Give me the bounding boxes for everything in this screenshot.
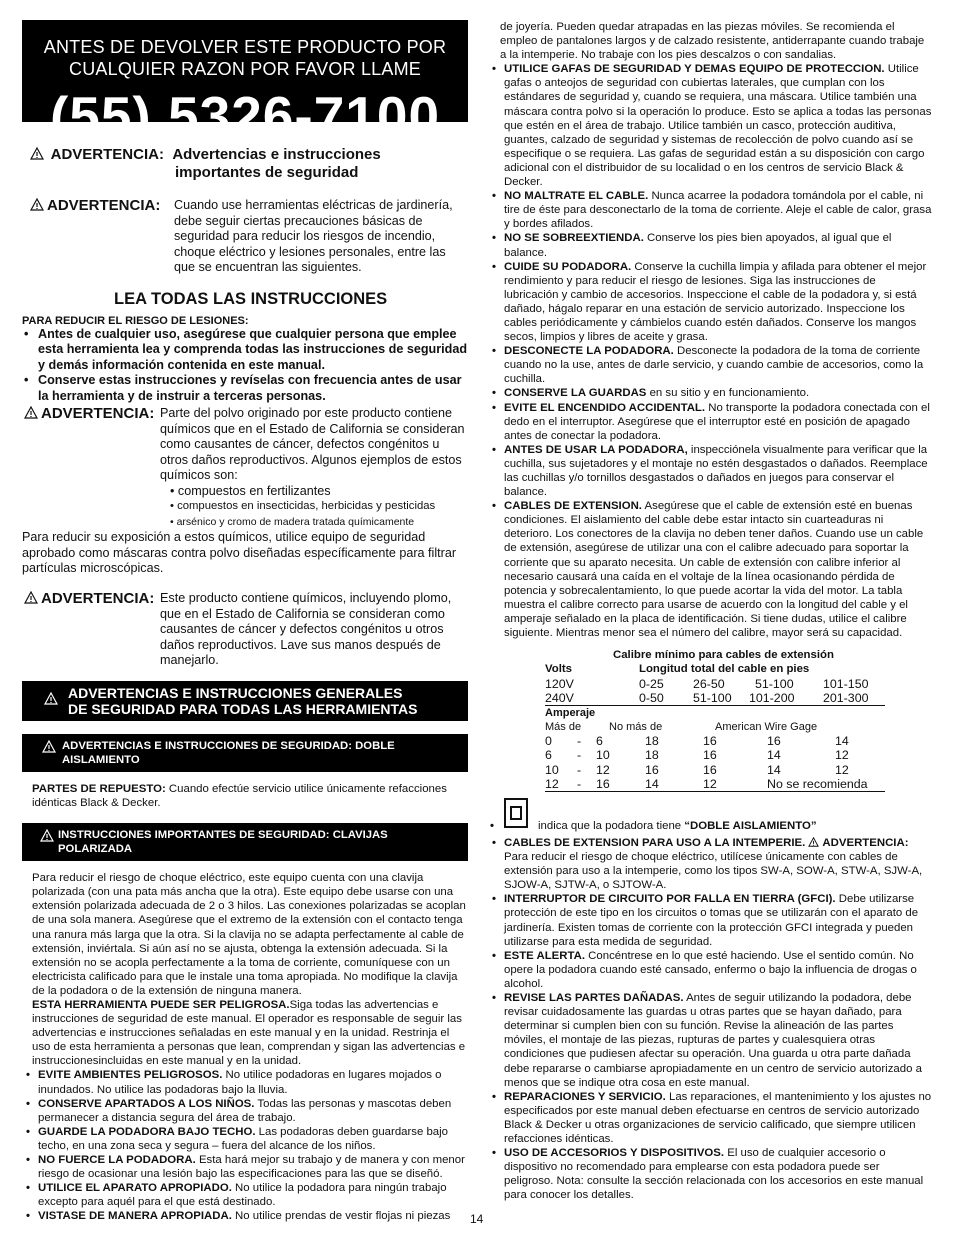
table-row: 6 - 10 18 16 14 12 <box>545 748 849 763</box>
reduce-risk-list <box>22 327 468 404</box>
table-row: 0 - 6 18 16 16 14 <box>545 734 849 749</box>
amperage-subheader-row: Más de No más de American Wire Gage <box>545 721 818 734</box>
warning-header <box>22 146 468 182</box>
list-item: • EVITE AMBIENTES PELIGROSOS. No utilice podadoras en lugares mojados o inundados. No utilice las podadoras bajo la lluvia. <box>38 1068 468 1096</box>
table-row: 240V 0-50 51-100 101-200 201-300 <box>545 691 885 706</box>
list-item: • ANTES DE USAR LA PODADORA, inspecciónela visualmente para verificar que la cuchilla, sus sujetadores y el montaje no estén desgastados o dañados. Reemplace las cuchillas y/o tornillos desgastados o dañados en juegos para conservar el balance. <box>504 443 932 499</box>
warning-3-text: Este producto contiene químicos, incluyendo plomo, que en el Estado de California se consideran como causantes de cáncer y defectos congénitos u otros daños reproductivos. Lave sus manos después de manejarlo. <box>160 590 452 668</box>
list-item: • CABLES DE EXTENSION PARA USO A LA INTEMPERIE. ADVERTENCIA: Para reducir el riesgo de choque eléctrico, utilícese únicamente con cables de extensión para uso a la intemperie, como los tipos SW-A, SOW-A, STW-A, SJW-A, SJOW-A, SJTW-A, o SJTOW-A. <box>504 836 932 892</box>
table-row: 10 - 12 16 16 14 12 <box>545 762 849 777</box>
list-item: • compuestos en fertilizantes <box>170 484 468 499</box>
polarized-plug-bar <box>22 823 468 861</box>
list-item: • CONSERVE APARTADOS A LOS NIÑOS. Todas las personas y mascotas deben permanecer a distancia segura del área de trabajo. <box>38 1097 468 1125</box>
chemicals-list <box>170 484 468 530</box>
list-item: • USO DE ACCESORIOS Y DISPOSITIVOS. El uso de cualquier accesorio o dispositivo no recomendado para emplearse con esta podadora puede ser peligroso. Nota: consulte la sección relacionada con los accesorios en este manual para conocer los detalles. <box>504 1146 932 1202</box>
list-item: • REVISE LAS PARTES DAÑADAS. Antes de seguir utilizando la podadora, debe revisar cuidadosamente las guardas u otras partes que se hayan dañado, para determinar si cumplen bien con su función. Revise la alineación de las partes móviles, el montaje de las piezas, rupturas de partes y cualesquiera otras condiciones que pudiesen afectar su operación. Una guarda u otra parte dañada debe repararse o cambiarse apropiadamente en un centro de servicio autorizado a menos que se indique otra cosa en este manual. <box>504 991 932 1090</box>
warning-1-text: Cuando use herramientas eléctricas de jardinería, debe seguir ciertas precauciones básicas de seguridad para reducir los riesgos de incendio, choque eléctrico y lesiones personales, entre las que se encuentran las siguientes. <box>174 198 453 275</box>
warning-triangle-icon <box>40 829 54 842</box>
general-bar-line-1: ADVERTENCIAS E INSTRUCCIONES GENERALES <box>68 684 403 701</box>
warning-triangle-icon <box>44 692 58 705</box>
list-item: • arsénico y cromo de madera tratada químicamente <box>170 515 468 530</box>
reduce-exposure-text: Para reducir su exposición a estos químicos, utilice equipo de seguridad aprobado como máscaras contra polvo diseñadas específicamente para filtrar partículas microscópicas. <box>22 530 457 576</box>
read-all-heading: LEA TODAS LAS INSTRUCCIONES <box>114 289 388 308</box>
table-row: 120V 0-25 26-50 51-100 101-150 <box>545 676 869 691</box>
phone-number: (55) 5326-7100 <box>49 85 441 147</box>
list-item: • compuestos en insecticidas, herbicidas y pesticidas <box>170 499 468 514</box>
amperage-header: Amperaje <box>545 706 596 719</box>
length-header: Longitud total del cable en pies <box>639 663 810 676</box>
list-item: • CABLES DE EXTENSION. Asegúrese que el cable de extensión esté en buenas condiciones. El aislamiento del cable debe estar intacto sin cuarteaduras ni deterioro. Los conectores de la clavija no deben tener daños. Cuando use un cable de extensión, asegúrese de utilizar una con el calibre adecuado para soportar la corriente que su aparato necesita. Un cable de extensión con calibre inferior al necesario causará una caída en el voltaje de la línea ocasionando pérdida de potencia y sobrecalentamiento, lo que puede acortar la vida del motor. La tabla muestra el calibre correcto para usarse de acuerdo con la longitud del cable y el amperaje señalado en la placa de identificación. Si tiene dudas, utilice el calibre siguiente. Mientras menor sea el número del calibre, mayor será su capacidad. <box>504 499 932 640</box>
list-item: • Conserve estas instrucciones y revíselas con frecuencia antes de usar la herramienta y de instruir a terceras personas. <box>38 373 468 404</box>
double-insulation-note: • indica que la podadora tiene “DOBLE AISLAMIENTO” <box>488 798 932 836</box>
polarized-bar-text: INSTRUCCIONES IMPORTANTES DE SEGURIDAD: CLAVIJAS POLARIZADA <box>58 829 388 856</box>
polarized-text: Para reducir el riesgo de choque eléctrico, este equipo cuenta con una clavija polarizada (con una pata más ancha que la otra). Este equipo debe usarse con una extensión polarizada adecuada de 2 o 3 hilos. Las conexiones polarizadas se acoplan de una sola manera. Asegúrese que el extremo de la extensión con el contacto tenga una ranura más larga que la otra. Si la clavija no se adapta perfectamente al cable de extensión, inviértala. Si aún así no se ajusta, obtenga la extensión adecuada. Si la extensión no se acopla perfectamente a la toma de corriente, comuníquese con un electricista calificado para que le instale una toma apropiada. No modifique la clavija de la podadora o de la extensión de ninguna manera. <box>32 872 466 997</box>
list-item: • UTILICE GAFAS DE SEGURIDAD Y DEMAS EQUIPO DE PROTECCION. Utilice gafas o anteojos de seguridad con cubiertas laterales, que cumplan con los estándares de seguridad y, cuando se requiera, una máscara. Utilice también una máscara contra polvo si la operación lo produce. Esto se aplica a todas las personas que estén en el área de trabajo. Utilice también un casco, protección auditiva, guantes, calzado de seguridad y sistemas de recolección de polvo cuando así se especifique o se requiera. Las gafas de seguridad están a su disposición con cargo adicional con el distribuidor de su localidad o en los centros de servicio Black & Decker. <box>504 62 932 189</box>
left-column <box>22 20 468 1223</box>
warning-triangle-icon <box>808 837 819 847</box>
banner-line-2: CUALQUIER RAZON POR FAVOR LLAME <box>69 59 421 79</box>
warning-2-label: ADVERTENCIA: <box>24 406 154 422</box>
left-safety-list <box>22 1068 468 1223</box>
list-item: • INTERRUPTOR DE CIRCUITO POR FALLA EN TIERRA (GFCI). Debe utilizarse protección de este tipo en los circuitos o tomas que se utilizarán con el aparato de jardinería. Existen tomas de corriente con la protección GFCI integrada y pueden utilizarse para esta medida de seguridad. <box>504 892 932 948</box>
warning-triangle-icon <box>30 198 44 211</box>
double-insulation-text: indica que la podadora tiene “DOBLE AISLAMIENTO” <box>538 820 817 832</box>
warning-triangle-icon <box>42 740 56 753</box>
table-row: 12 - 16 14 12 No se recomienda <box>545 777 885 792</box>
volts-header: Volts <box>545 663 573 676</box>
continuation-text: de joyería. Pueden quedar atrapadas en las piezas móviles. Se recomienda el empleo de pantalones largos y de calzado resistente, antiderrapante cuando trabaje a la intemperie. No trabaje con los pies descalzos o con sandalias. <box>500 21 925 62</box>
list-item: • CUIDE SU PODADORA. Conserve la cuchilla limpia y afilada para obtener el mejor rendimiento y para reducir el riesgo de lesiones. Siga las instrucciones de lubricación y cambio de accesorios. Inspeccione el cable de la podadora y, si está dañado, hágalo reparar en una estación de servicio autorizado. Inspeccione los cables periódicamente y cámbielos cuando estén dañados. Conserve los mangos secos, limpios y libres de aceite y grasa. <box>504 260 932 345</box>
list-item: • UTILICE EL APARATO APROPIADO. No utilice la podadora para ningún trabajo excepto para aquél para el que está destinado. <box>38 1181 468 1209</box>
list-item: • EVITE EL ENCENDIDO ACCIDENTAL. No transporte la podadora conectada con el dedo en el interruptor. Asegúrese que el interruptor esté en posición de apagado antes de conectar la podadora. <box>504 401 932 443</box>
return-banner <box>22 20 468 147</box>
list-item: • GUARDE LA PODADORA BAJO TECHO. Las podadoras deben guardarse bajo techo, en una zona seca y segura – fuera del alcance de los niños. <box>38 1125 468 1153</box>
list-item: • VISTASE DE MANERA APROPIADA. No utilice prendas de vestir flojas ni piezas <box>38 1209 468 1223</box>
list-item: • CONSERVE LA GUARDAS en su sitio y en funcionamiento. <box>504 386 932 400</box>
warning-header-title-2: importantes de seguridad <box>175 164 359 181</box>
banner-line-1: ANTES DE DEVOLVER ESTE PRODUCTO POR <box>43 37 447 57</box>
warning-header-title-1: Advertencias e instrucciones <box>172 146 381 163</box>
double-insulation-icon <box>504 798 528 828</box>
warning-triangle-icon <box>24 591 38 604</box>
list-item: • NO SE SOBREEXTIENDA. Conserve los pies bien apoyados, al igual que el balance. <box>504 231 932 259</box>
list-item: • NO FUERCE LA PODADORA. Esta hará mejor su trabajo y de manera y con menor riesgo de ocasionar una lesión bajo las especificaciones para las que se diseñó. <box>38 1153 468 1181</box>
right-column <box>488 20 932 1202</box>
warning-triangle-icon <box>30 147 44 160</box>
amperage-header-row <box>545 706 885 720</box>
table-header-row <box>545 662 885 676</box>
warning-block-1 <box>22 198 468 276</box>
warning-2-text: Parte del polvo originado por este producto contiene químicos que en el Estado de California se consideran como causantes de cáncer, defectos congénitos u otros daños reproductivos. Algunos ejemplos de estos químicos son: <box>160 406 465 483</box>
extension-cord-table <box>545 648 885 792</box>
warning-triangle-icon <box>24 406 38 419</box>
warning-header-label: ADVERTENCIA: <box>50 146 164 163</box>
table-title-row <box>545 648 885 662</box>
general-safety-bar <box>22 681 468 721</box>
list-item: • NO MALTRATE EL CABLE. Nunca acarree la podadora tomándola por el cable, ni tire de éste para desconectarlo de la toma de corriente. Aleje el cable de calor, grasa y bordes afilados. <box>504 189 932 231</box>
warning-block-3 <box>22 591 468 669</box>
general-bar-line-2: DE SEGURIDAD PARA TODAS LAS HERRAMIENTAS <box>68 700 418 717</box>
list-item: • DESCONECTE LA PODADORA. Desconecte la podadora de la toma de corriente cuando no la use, antes de darle servicio, y cuando cambie de accesorios, como la cuchilla. <box>504 344 932 386</box>
spare-parts-text: PARTES DE REPUESTO: Cuando efectúe servicio utilice únicamente refacciones idénticas Black & Decker. <box>32 782 447 810</box>
dangerous-tool-text: ESTA HERRAMIENTA PUEDE SER PELIGROSA.Siga todas las advertencias e instrucciones de seguridad de este manual. El operador es responsable de seguir las advertencias e instrucciones señaladas en este manual y en la unidad. Restrinja el uso de esta herramienta a personas que lean, comprendan y sigan las advertencias e instruccionesincluidas en este manual y en la unidad. <box>32 998 466 1068</box>
list-item: • ESTE ALERTA. Concéntrese en lo que esté haciendo. Use el sentido común. No opere la podadora cuando esté cansado, enfermo o bajo la influencia de drogas o alcohol. <box>504 949 932 991</box>
double-insulation-bar-text: ADVERTENCIAS E INSTRUCCIONES DE SEGURIDAD: DOBLE AISLAMIENTO <box>62 739 395 766</box>
warning-3-label: ADVERTENCIA: <box>24 591 154 607</box>
reduce-risk-heading: PARA REDUCIR EL RIESGO DE LESIONES: <box>22 314 249 327</box>
page-number: 14 <box>470 1212 484 1226</box>
list-item: • Antes de cualquier uso, asegúrese que cualquier persona que emplee esta herramienta lea y comprenda todas las instrucciones de seguridad y demás información contenida en este manual. <box>38 327 468 373</box>
warning-block-2 <box>22 406 468 484</box>
double-insulation-bar <box>22 734 468 772</box>
warning-1-label: ADVERTENCIA: <box>30 198 160 214</box>
list-item: • REPARACIONES Y SERVICIO. Las reparaciones, el mantenimiento y los ajustes no especificados por este manual deben efectuarse en centros de servicio autorizado Black & Decker u otras organizaciones de servicio calificado, que siempre utilicen refacciones idénticas. <box>504 1090 932 1146</box>
table-title: Calibre mínimo para cables de extensión <box>613 649 834 662</box>
right-safety-list-2 <box>488 836 932 1202</box>
right-safety-list <box>488 62 932 640</box>
